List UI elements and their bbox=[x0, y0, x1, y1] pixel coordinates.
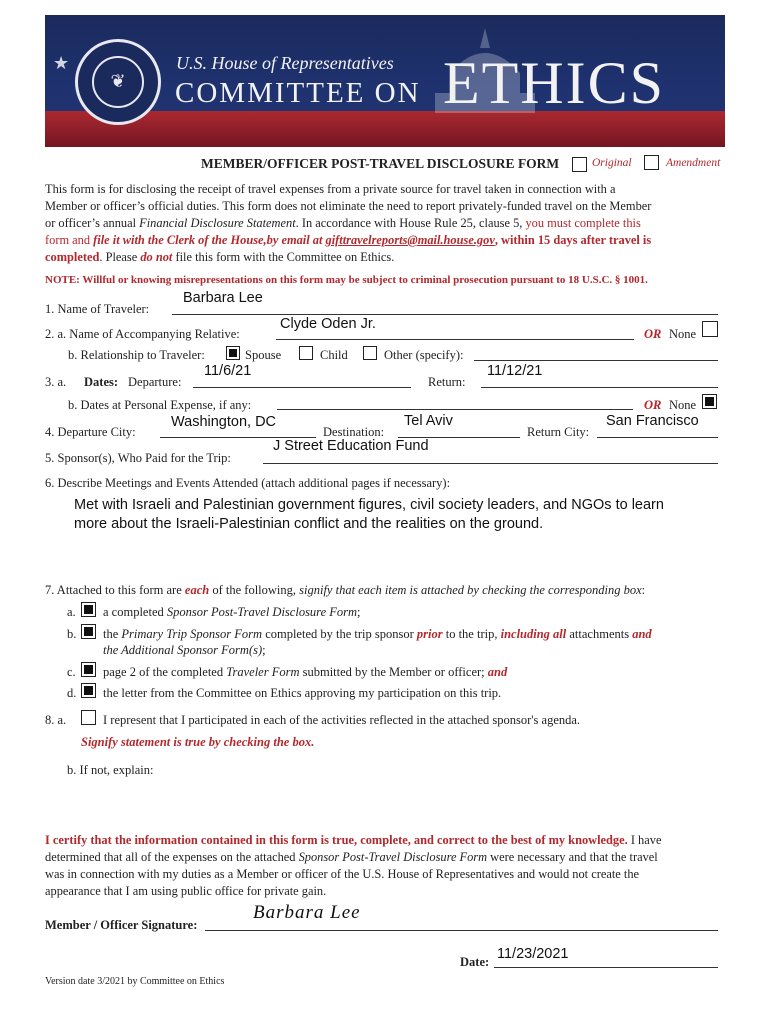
return-city-underline bbox=[597, 437, 718, 438]
intro-line: or officer’s annual Financial Disclosure Statement. In accordance with House Rule 25, clause 5, you must complete this bbox=[45, 216, 641, 230]
intro-line: This form is for disclosing the receipt of travel expenses from a private source for travel taken in connection with a bbox=[45, 182, 616, 196]
none-label-2: None bbox=[669, 398, 697, 412]
house-seal bbox=[75, 39, 161, 125]
description-field[interactable] bbox=[74, 496, 664, 534]
version-footer: Version date 3/2021 by Committee on Ethics bbox=[45, 976, 225, 987]
q8a-label: 8. a. bbox=[45, 713, 67, 727]
sponsor-field[interactable]: J Street Education Fund bbox=[273, 438, 429, 454]
child-label: Child bbox=[320, 348, 348, 362]
traveler-field[interactable]: Barbara Lee bbox=[183, 290, 263, 306]
relative-none-checkbox[interactable] bbox=[702, 321, 718, 337]
q2a-label: 2. a. Name of Accompanying Relative: bbox=[45, 327, 240, 341]
spouse-label: Spouse bbox=[245, 348, 282, 362]
q7b-checkbox[interactable] bbox=[81, 624, 96, 639]
dates-label: Dates: bbox=[84, 375, 119, 389]
return-label: Return: bbox=[428, 375, 466, 389]
q3a-label: 3. a. bbox=[45, 375, 67, 389]
q8a-text: I represent that I participated in each of the activities reflected in the attached sponsor's agenda. bbox=[103, 713, 581, 727]
date-field[interactable]: 11/23/2021 bbox=[497, 946, 569, 962]
seal-inner-ring bbox=[92, 56, 144, 108]
header-banner bbox=[45, 15, 725, 147]
header-house-title: U.S. House of Representatives bbox=[176, 53, 394, 73]
q8-signify-note: Signify statement is true by checking the box. bbox=[81, 735, 315, 749]
header-committee-on: COMMITTEE ON bbox=[175, 77, 421, 109]
intro-line: form and file it with the Clerk of the House,by email at gifttravelreports@mail.house.gov, within 15 days after travel is bbox=[45, 233, 652, 247]
date-label: Date: bbox=[460, 955, 490, 969]
destination-field[interactable]: Tel Aviv bbox=[404, 413, 453, 429]
personal-dates-none-checkbox[interactable] bbox=[702, 394, 717, 409]
q1-label: 1. Name of Traveler: bbox=[45, 302, 150, 316]
q7a-text: a completed Sponsor Post-Travel Disclosure Form; bbox=[103, 605, 361, 619]
certify-line: determined that all of the expenses on the attached Sponsor Post-Travel Disclosure Form were necessary and that the travel bbox=[45, 850, 658, 864]
traveler-underline bbox=[172, 314, 718, 315]
original-checkbox[interactable] bbox=[572, 157, 587, 172]
description-line: Met with Israeli and Palestinian government figures, civil society leaders, and NGOs to learn bbox=[74, 497, 664, 513]
q7d-prefix: d. bbox=[67, 686, 77, 700]
q2b-label: b. Relationship to Traveler: bbox=[68, 348, 205, 362]
q4-label: 4. Departure City: bbox=[45, 425, 136, 439]
departure-underline bbox=[193, 387, 411, 388]
signature-label: Member / Officer Signature: bbox=[45, 918, 198, 932]
certify-line: was in connection with my duties as a Member or officer of the U.S. House of Representatives and would not create the bbox=[45, 867, 640, 881]
departure-city-field[interactable]: Washington, DC bbox=[171, 414, 277, 430]
signature-field[interactable]: Barbara Lee bbox=[253, 902, 361, 923]
child-checkbox[interactable] bbox=[299, 346, 313, 360]
signature-underline bbox=[205, 930, 718, 931]
star-icon: ★ bbox=[53, 53, 70, 74]
spouse-checkbox[interactable] bbox=[226, 346, 240, 360]
email-link[interactable]: gifttravelreports@mail.house.gov bbox=[325, 233, 495, 247]
amendment-checkbox[interactable] bbox=[644, 155, 659, 170]
return-city-label: Return City: bbox=[527, 425, 590, 439]
none-label: None bbox=[669, 327, 697, 341]
intro-paragraph bbox=[45, 181, 735, 266]
q7b-prefix: b. bbox=[67, 627, 77, 641]
intro-line: completed. Please do not file this form with the Committee on Ethics. bbox=[45, 250, 395, 264]
form-title: MEMBER/OFFICER POST-TRAVEL DISCLOSURE FORM bbox=[201, 156, 560, 171]
q7c-prefix: c. bbox=[67, 665, 76, 679]
q8a-checkbox[interactable] bbox=[81, 710, 96, 725]
departure-field[interactable]: 11/6/21 bbox=[204, 363, 252, 379]
q7a-prefix: a. bbox=[67, 605, 76, 619]
eagle-icon: ❦ bbox=[110, 71, 126, 92]
q3b-label: b. Dates at Personal Expense, if any: bbox=[68, 398, 252, 412]
sponsor-underline bbox=[263, 463, 718, 464]
q5-label: 5. Sponsor(s), Who Paid for the Trip: bbox=[45, 451, 231, 465]
q7b-text: the Primary Trip Sponsor Form completed by the trip sponsor prior to the trip, including all attachments and bbox=[103, 627, 652, 641]
return-city-field[interactable]: San Francisco bbox=[606, 413, 699, 429]
or-label: OR bbox=[644, 327, 662, 341]
other-checkbox[interactable] bbox=[363, 346, 377, 360]
return-field[interactable]: 11/12/21 bbox=[487, 363, 543, 379]
relative-underline bbox=[276, 339, 634, 340]
q8b-label: b. If not, explain: bbox=[67, 763, 154, 777]
q7b-text-2: the Additional Sponsor Form(s); bbox=[103, 643, 266, 657]
q7-label: 7. Attached to this form are each of the following, signify that each item is attached by checking the corresponding box: bbox=[45, 583, 646, 597]
q7c-text: page 2 of the completed Traveler Form submitted by the Member or officer; and bbox=[103, 665, 508, 679]
intro-line: Member or officer’s official duties. This form does not eliminate the need to report privately-funded travel on the Member bbox=[45, 199, 652, 213]
departure-label: Departure: bbox=[128, 375, 182, 389]
relative-field[interactable]: Clyde Oden Jr. bbox=[280, 316, 376, 332]
return-underline bbox=[481, 387, 718, 388]
q7a-checkbox[interactable] bbox=[81, 602, 96, 617]
warning-note: NOTE: Willful or knowing misrepresentations on this form may be subject to criminal prosecution pursuant to 18 U.S.C. § 1001. bbox=[45, 274, 648, 286]
certify-line: I certify that the information contained in this form is true, complete, and correct to the best of my knowledge. I have bbox=[45, 833, 662, 847]
personal-dates-underline bbox=[277, 409, 633, 410]
destination-label: Destination: bbox=[323, 425, 385, 439]
header-ethics: ETHICS bbox=[443, 50, 665, 116]
q7d-checkbox[interactable] bbox=[81, 683, 96, 698]
other-label: Other (specify): bbox=[384, 348, 464, 362]
q6-label: 6. Describe Meetings and Events Attended (attach additional pages if necessary): bbox=[45, 476, 451, 490]
description-line: more about the Israeli-Palestinian conflict and the realities on the ground. bbox=[74, 516, 544, 532]
certification-paragraph bbox=[45, 832, 735, 900]
or-label-2: OR bbox=[644, 398, 662, 412]
q7d-text: the letter from the Committee on Ethics approving my participation on this trip. bbox=[103, 686, 502, 700]
certify-line: appearance that I am using public office for private gain. bbox=[45, 884, 327, 898]
q7c-checkbox[interactable] bbox=[81, 662, 96, 677]
amendment-label: Amendment bbox=[666, 157, 721, 169]
original-label: Original bbox=[592, 157, 632, 169]
date-underline bbox=[494, 967, 718, 968]
other-underline bbox=[474, 360, 718, 361]
